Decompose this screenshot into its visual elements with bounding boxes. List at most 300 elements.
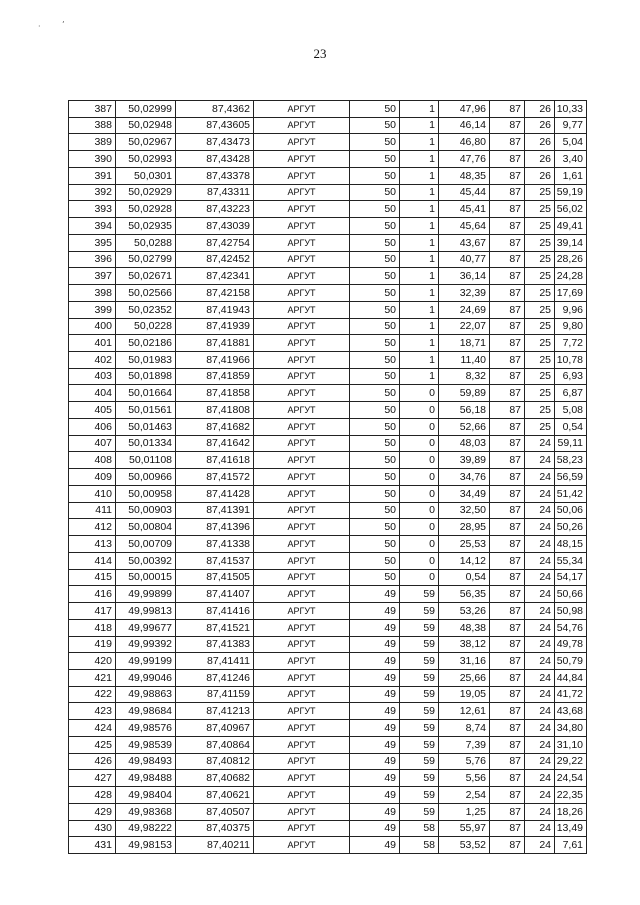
longitude-decimal-cell: 87,40864 xyxy=(176,736,254,753)
latitude-decimal-cell: 50,01463 xyxy=(116,418,176,435)
lon-degrees-cell: 87 xyxy=(490,619,525,636)
lat-seconds-cell: 53,26 xyxy=(439,603,490,620)
lon-seconds-cell: 29,22 xyxy=(555,753,587,770)
table-row xyxy=(69,469,587,486)
lat-seconds-cell: 5,76 xyxy=(439,753,490,770)
lat-seconds-cell: 8,32 xyxy=(439,368,490,385)
lat-minutes-cell: 59 xyxy=(400,703,439,720)
table-row xyxy=(69,603,587,620)
lon-minutes-cell: 25 xyxy=(525,402,555,419)
river-name-cell: АРГУТ xyxy=(254,603,350,620)
row-number-cell: 399 xyxy=(69,301,116,318)
lon-degrees-cell: 87 xyxy=(490,736,525,753)
lon-degrees-cell: 87 xyxy=(490,586,525,603)
lat-seconds-cell: 34,49 xyxy=(439,485,490,502)
table-row xyxy=(69,485,587,502)
lat-seconds-cell: 18,71 xyxy=(439,335,490,352)
lon-minutes-cell: 24 xyxy=(525,536,555,553)
longitude-decimal-cell: 87,41396 xyxy=(176,519,254,536)
lon-seconds-cell: 24,28 xyxy=(555,268,587,285)
river-name-cell: АРГУТ xyxy=(254,101,350,118)
lon-minutes-cell: 25 xyxy=(525,251,555,268)
lon-degrees-cell: 87 xyxy=(490,469,525,486)
table-row xyxy=(69,167,587,184)
lat-minutes-cell: 1 xyxy=(400,285,439,302)
lon-minutes-cell: 25 xyxy=(525,368,555,385)
coordinates-table xyxy=(68,100,587,854)
lat-seconds-cell: 52,66 xyxy=(439,418,490,435)
lat-degrees-cell: 50 xyxy=(350,569,400,586)
lat-seconds-cell: 0,54 xyxy=(439,569,490,586)
river-name-cell: АРГУТ xyxy=(254,452,350,469)
lon-seconds-cell: 24,54 xyxy=(555,770,587,787)
lat-seconds-cell: 45,64 xyxy=(439,218,490,235)
lat-degrees-cell: 49 xyxy=(350,820,400,837)
lon-minutes-cell: 24 xyxy=(525,569,555,586)
latitude-decimal-cell: 50,02929 xyxy=(116,184,176,201)
lon-degrees-cell: 87 xyxy=(490,335,525,352)
lon-degrees-cell: 87 xyxy=(490,301,525,318)
lat-minutes-cell: 1 xyxy=(400,184,439,201)
lon-minutes-cell: 25 xyxy=(525,184,555,201)
lat-seconds-cell: 34,76 xyxy=(439,469,490,486)
river-name-cell: АРГУТ xyxy=(254,653,350,670)
lat-seconds-cell: 22,07 xyxy=(439,318,490,335)
longitude-decimal-cell: 87,41338 xyxy=(176,536,254,553)
lon-minutes-cell: 24 xyxy=(525,619,555,636)
lat-minutes-cell: 58 xyxy=(400,820,439,837)
lat-seconds-cell: 48,35 xyxy=(439,167,490,184)
row-number-cell: 403 xyxy=(69,368,116,385)
longitude-decimal-cell: 87,41213 xyxy=(176,703,254,720)
lon-minutes-cell: 24 xyxy=(525,686,555,703)
row-number-cell: 393 xyxy=(69,201,116,218)
table-row xyxy=(69,803,587,820)
lat-degrees-cell: 50 xyxy=(350,134,400,151)
lon-degrees-cell: 87 xyxy=(490,117,525,134)
lon-degrees-cell: 87 xyxy=(490,101,525,118)
lat-minutes-cell: 59 xyxy=(400,753,439,770)
table-row xyxy=(69,536,587,553)
lat-minutes-cell: 1 xyxy=(400,167,439,184)
latitude-decimal-cell: 49,99046 xyxy=(116,669,176,686)
lat-seconds-cell: 14,12 xyxy=(439,552,490,569)
longitude-decimal-cell: 87,41391 xyxy=(176,502,254,519)
scan-speck: ʼ xyxy=(62,20,65,29)
latitude-decimal-cell: 50,02993 xyxy=(116,151,176,168)
row-number-cell: 394 xyxy=(69,218,116,235)
longitude-decimal-cell: 87,41246 xyxy=(176,669,254,686)
table-row xyxy=(69,117,587,134)
lat-degrees-cell: 50 xyxy=(350,201,400,218)
row-number-cell: 414 xyxy=(69,552,116,569)
lat-degrees-cell: 49 xyxy=(350,653,400,670)
lon-seconds-cell: 22,35 xyxy=(555,787,587,804)
longitude-decimal-cell: 87,42452 xyxy=(176,251,254,268)
longitude-decimal-cell: 87,40812 xyxy=(176,753,254,770)
lon-degrees-cell: 87 xyxy=(490,787,525,804)
river-name-cell: АРГУТ xyxy=(254,720,350,737)
river-name-cell: АРГУТ xyxy=(254,669,350,686)
lat-minutes-cell: 59 xyxy=(400,669,439,686)
lon-seconds-cell: 7,72 xyxy=(555,335,587,352)
lon-minutes-cell: 24 xyxy=(525,803,555,820)
row-number-cell: 430 xyxy=(69,820,116,837)
lon-seconds-cell: 1,61 xyxy=(555,167,587,184)
lon-seconds-cell: 10,33 xyxy=(555,101,587,118)
table-row xyxy=(69,184,587,201)
table-row xyxy=(69,151,587,168)
lon-seconds-cell: 59,19 xyxy=(555,184,587,201)
longitude-decimal-cell: 87,41881 xyxy=(176,335,254,352)
table-row xyxy=(69,301,587,318)
river-name-cell: АРГУТ xyxy=(254,636,350,653)
river-name-cell: АРГУТ xyxy=(254,368,350,385)
lon-minutes-cell: 24 xyxy=(525,586,555,603)
page-number: 23 xyxy=(313,46,327,61)
table-row xyxy=(69,770,587,787)
lon-degrees-cell: 87 xyxy=(490,820,525,837)
lat-seconds-cell: 8,74 xyxy=(439,720,490,737)
lat-minutes-cell: 1 xyxy=(400,218,439,235)
lat-seconds-cell: 7,39 xyxy=(439,736,490,753)
longitude-decimal-cell: 87,43428 xyxy=(176,151,254,168)
lat-minutes-cell: 59 xyxy=(400,787,439,804)
row-number-cell: 395 xyxy=(69,234,116,251)
lat-seconds-cell: 59,89 xyxy=(439,385,490,402)
row-number-cell: 388 xyxy=(69,117,116,134)
river-name-cell: АРГУТ xyxy=(254,485,350,502)
lon-degrees-cell: 87 xyxy=(490,452,525,469)
lat-seconds-cell: 28,95 xyxy=(439,519,490,536)
latitude-decimal-cell: 50,01664 xyxy=(116,385,176,402)
lat-minutes-cell: 59 xyxy=(400,770,439,787)
river-name-cell: АРГУТ xyxy=(254,435,350,452)
river-name-cell: АРГУТ xyxy=(254,285,350,302)
lat-degrees-cell: 49 xyxy=(350,837,400,854)
lon-minutes-cell: 24 xyxy=(525,452,555,469)
latitude-decimal-cell: 50,02566 xyxy=(116,285,176,302)
lon-seconds-cell: 0,54 xyxy=(555,418,587,435)
lon-seconds-cell: 50,26 xyxy=(555,519,587,536)
latitude-decimal-cell: 49,98493 xyxy=(116,753,176,770)
lat-seconds-cell: 56,18 xyxy=(439,402,490,419)
lon-degrees-cell: 87 xyxy=(490,218,525,235)
table-row xyxy=(69,435,587,452)
row-number-cell: 400 xyxy=(69,318,116,335)
table-row xyxy=(69,352,587,369)
river-name-cell: АРГУТ xyxy=(254,251,350,268)
lon-degrees-cell: 87 xyxy=(490,703,525,720)
lat-seconds-cell: 47,96 xyxy=(439,101,490,118)
table-row xyxy=(69,251,587,268)
longitude-decimal-cell: 87,42158 xyxy=(176,285,254,302)
lat-seconds-cell: 25,66 xyxy=(439,669,490,686)
row-number-cell: 412 xyxy=(69,519,116,536)
longitude-decimal-cell: 87,40682 xyxy=(176,770,254,787)
row-number-cell: 429 xyxy=(69,803,116,820)
longitude-decimal-cell: 87,41383 xyxy=(176,636,254,653)
lon-minutes-cell: 26 xyxy=(525,101,555,118)
longitude-decimal-cell: 87,43605 xyxy=(176,117,254,134)
lon-degrees-cell: 87 xyxy=(490,134,525,151)
lat-degrees-cell: 50 xyxy=(350,502,400,519)
table-row xyxy=(69,586,587,603)
river-name-cell: АРГУТ xyxy=(254,619,350,636)
lon-degrees-cell: 87 xyxy=(490,837,525,854)
longitude-decimal-cell: 87,40621 xyxy=(176,787,254,804)
lat-minutes-cell: 59 xyxy=(400,636,439,653)
row-number-cell: 417 xyxy=(69,603,116,620)
row-number-cell: 431 xyxy=(69,837,116,854)
lon-minutes-cell: 25 xyxy=(525,335,555,352)
lon-minutes-cell: 25 xyxy=(525,385,555,402)
table-row xyxy=(69,285,587,302)
latitude-decimal-cell: 50,02671 xyxy=(116,268,176,285)
row-number-cell: 408 xyxy=(69,452,116,469)
row-number-cell: 428 xyxy=(69,787,116,804)
lon-seconds-cell: 17,69 xyxy=(555,285,587,302)
lon-minutes-cell: 24 xyxy=(525,703,555,720)
river-name-cell: АРГУТ xyxy=(254,586,350,603)
lat-degrees-cell: 50 xyxy=(350,368,400,385)
lat-degrees-cell: 50 xyxy=(350,101,400,118)
lat-degrees-cell: 49 xyxy=(350,603,400,620)
lat-seconds-cell: 24,69 xyxy=(439,301,490,318)
longitude-decimal-cell: 87,43223 xyxy=(176,201,254,218)
lat-seconds-cell: 53,52 xyxy=(439,837,490,854)
lat-minutes-cell: 59 xyxy=(400,736,439,753)
lat-minutes-cell: 1 xyxy=(400,201,439,218)
river-name-cell: АРГУТ xyxy=(254,686,350,703)
lat-seconds-cell: 2,54 xyxy=(439,787,490,804)
latitude-decimal-cell: 50,00903 xyxy=(116,502,176,519)
river-name-cell: АРГУТ xyxy=(254,218,350,235)
lon-minutes-cell: 24 xyxy=(525,820,555,837)
table-row xyxy=(69,101,587,118)
river-name-cell: АРГУТ xyxy=(254,184,350,201)
row-number-cell: 401 xyxy=(69,335,116,352)
lat-degrees-cell: 49 xyxy=(350,753,400,770)
latitude-decimal-cell: 50,00709 xyxy=(116,536,176,553)
lat-degrees-cell: 50 xyxy=(350,485,400,502)
table-row xyxy=(69,402,587,419)
lon-minutes-cell: 25 xyxy=(525,268,555,285)
river-name-cell: АРГУТ xyxy=(254,134,350,151)
table-row xyxy=(69,753,587,770)
lat-seconds-cell: 32,50 xyxy=(439,502,490,519)
table-body xyxy=(69,101,587,854)
lon-seconds-cell: 48,15 xyxy=(555,536,587,553)
row-number-cell: 409 xyxy=(69,469,116,486)
table-row xyxy=(69,619,587,636)
table-row xyxy=(69,669,587,686)
lat-seconds-cell: 48,03 xyxy=(439,435,490,452)
lat-seconds-cell: 32,39 xyxy=(439,285,490,302)
lat-minutes-cell: 58 xyxy=(400,837,439,854)
lat-minutes-cell: 1 xyxy=(400,368,439,385)
table-row xyxy=(69,569,587,586)
row-number-cell: 390 xyxy=(69,151,116,168)
lon-minutes-cell: 25 xyxy=(525,218,555,235)
latitude-decimal-cell: 50,0301 xyxy=(116,167,176,184)
river-name-cell: АРГУТ xyxy=(254,335,350,352)
lat-seconds-cell: 46,14 xyxy=(439,117,490,134)
lat-degrees-cell: 49 xyxy=(350,703,400,720)
lon-minutes-cell: 25 xyxy=(525,201,555,218)
longitude-decimal-cell: 87,4362 xyxy=(176,101,254,118)
lon-minutes-cell: 24 xyxy=(525,435,555,452)
lat-minutes-cell: 59 xyxy=(400,586,439,603)
river-name-cell: АРГУТ xyxy=(254,234,350,251)
longitude-decimal-cell: 87,40211 xyxy=(176,837,254,854)
latitude-decimal-cell: 50,0288 xyxy=(116,234,176,251)
latitude-decimal-cell: 50,01898 xyxy=(116,368,176,385)
latitude-decimal-cell: 49,99392 xyxy=(116,636,176,653)
latitude-decimal-cell: 49,98368 xyxy=(116,803,176,820)
river-name-cell: АРГУТ xyxy=(254,569,350,586)
lon-seconds-cell: 51,42 xyxy=(555,485,587,502)
lat-degrees-cell: 50 xyxy=(350,418,400,435)
lon-minutes-cell: 24 xyxy=(525,519,555,536)
row-number-cell: 387 xyxy=(69,101,116,118)
lat-minutes-cell: 1 xyxy=(400,301,439,318)
lon-minutes-cell: 24 xyxy=(525,669,555,686)
lon-degrees-cell: 87 xyxy=(490,603,525,620)
lon-minutes-cell: 24 xyxy=(525,603,555,620)
lat-minutes-cell: 0 xyxy=(400,502,439,519)
river-name-cell: АРГУТ xyxy=(254,502,350,519)
longitude-decimal-cell: 87,40507 xyxy=(176,803,254,820)
lat-seconds-cell: 43,67 xyxy=(439,234,490,251)
lat-minutes-cell: 0 xyxy=(400,452,439,469)
latitude-decimal-cell: 50,01334 xyxy=(116,435,176,452)
longitude-decimal-cell: 87,41428 xyxy=(176,485,254,502)
latitude-decimal-cell: 50,02186 xyxy=(116,335,176,352)
lat-seconds-cell: 55,97 xyxy=(439,820,490,837)
river-name-cell: АРГУТ xyxy=(254,167,350,184)
latitude-decimal-cell: 49,98863 xyxy=(116,686,176,703)
latitude-decimal-cell: 49,98222 xyxy=(116,820,176,837)
lon-minutes-cell: 24 xyxy=(525,720,555,737)
longitude-decimal-cell: 87,43473 xyxy=(176,134,254,151)
longitude-decimal-cell: 87,42341 xyxy=(176,268,254,285)
lon-degrees-cell: 87 xyxy=(490,485,525,502)
latitude-decimal-cell: 49,98488 xyxy=(116,770,176,787)
river-name-cell: АРГУТ xyxy=(254,552,350,569)
lat-seconds-cell: 45,44 xyxy=(439,184,490,201)
lat-degrees-cell: 50 xyxy=(350,335,400,352)
lon-seconds-cell: 56,59 xyxy=(555,469,587,486)
lat-minutes-cell: 59 xyxy=(400,619,439,636)
lon-minutes-cell: 24 xyxy=(525,736,555,753)
lon-degrees-cell: 87 xyxy=(490,653,525,670)
lat-degrees-cell: 50 xyxy=(350,167,400,184)
lat-seconds-cell: 48,38 xyxy=(439,619,490,636)
lon-degrees-cell: 87 xyxy=(490,636,525,653)
row-number-cell: 419 xyxy=(69,636,116,653)
lon-seconds-cell: 18,26 xyxy=(555,803,587,820)
table-row xyxy=(69,820,587,837)
lat-minutes-cell: 0 xyxy=(400,536,439,553)
lat-minutes-cell: 1 xyxy=(400,268,439,285)
river-name-cell: АРГУТ xyxy=(254,787,350,804)
lat-seconds-cell: 1,25 xyxy=(439,803,490,820)
longitude-decimal-cell: 87,41618 xyxy=(176,452,254,469)
river-name-cell: АРГУТ xyxy=(254,469,350,486)
row-number-cell: 391 xyxy=(69,167,116,184)
table-row xyxy=(69,201,587,218)
lat-seconds-cell: 46,80 xyxy=(439,134,490,151)
table-row xyxy=(69,736,587,753)
lat-minutes-cell: 1 xyxy=(400,101,439,118)
lat-minutes-cell: 0 xyxy=(400,469,439,486)
lon-degrees-cell: 87 xyxy=(490,234,525,251)
row-number-cell: 410 xyxy=(69,485,116,502)
lat-minutes-cell: 59 xyxy=(400,603,439,620)
lon-degrees-cell: 87 xyxy=(490,686,525,703)
lon-seconds-cell: 56,02 xyxy=(555,201,587,218)
latitude-decimal-cell: 50,00958 xyxy=(116,485,176,502)
lat-degrees-cell: 50 xyxy=(350,318,400,335)
river-name-cell: АРГУТ xyxy=(254,352,350,369)
lat-minutes-cell: 0 xyxy=(400,418,439,435)
longitude-decimal-cell: 87,42754 xyxy=(176,234,254,251)
lon-degrees-cell: 87 xyxy=(490,569,525,586)
lat-degrees-cell: 49 xyxy=(350,787,400,804)
scan-speck: · xyxy=(38,22,41,31)
table-row xyxy=(69,653,587,670)
lon-degrees-cell: 87 xyxy=(490,268,525,285)
lon-seconds-cell: 44,84 xyxy=(555,669,587,686)
river-name-cell: АРГУТ xyxy=(254,318,350,335)
latitude-decimal-cell: 50,00966 xyxy=(116,469,176,486)
longitude-decimal-cell: 87,41943 xyxy=(176,301,254,318)
row-number-cell: 411 xyxy=(69,502,116,519)
lat-degrees-cell: 50 xyxy=(350,385,400,402)
lat-minutes-cell: 1 xyxy=(400,352,439,369)
table-row xyxy=(69,318,587,335)
longitude-decimal-cell: 87,41411 xyxy=(176,653,254,670)
lon-degrees-cell: 87 xyxy=(490,385,525,402)
lon-seconds-cell: 9,96 xyxy=(555,301,587,318)
table-row xyxy=(69,234,587,251)
lon-seconds-cell: 54,76 xyxy=(555,619,587,636)
lat-degrees-cell: 49 xyxy=(350,736,400,753)
table-row xyxy=(69,335,587,352)
lon-seconds-cell: 49,41 xyxy=(555,218,587,235)
lon-seconds-cell: 50,98 xyxy=(555,603,587,620)
lat-minutes-cell: 1 xyxy=(400,117,439,134)
lat-minutes-cell: 1 xyxy=(400,251,439,268)
lat-degrees-cell: 50 xyxy=(350,452,400,469)
lat-seconds-cell: 40,77 xyxy=(439,251,490,268)
lon-seconds-cell: 34,80 xyxy=(555,720,587,737)
lon-minutes-cell: 26 xyxy=(525,151,555,168)
lon-seconds-cell: 9,77 xyxy=(555,117,587,134)
lat-degrees-cell: 50 xyxy=(350,218,400,235)
row-number-cell: 407 xyxy=(69,435,116,452)
longitude-decimal-cell: 87,43378 xyxy=(176,167,254,184)
lat-degrees-cell: 50 xyxy=(350,536,400,553)
lat-degrees-cell: 50 xyxy=(350,402,400,419)
lon-seconds-cell: 43,68 xyxy=(555,703,587,720)
lat-seconds-cell: 56,35 xyxy=(439,586,490,603)
table-row xyxy=(69,385,587,402)
longitude-decimal-cell: 87,40375 xyxy=(176,820,254,837)
lon-seconds-cell: 5,04 xyxy=(555,134,587,151)
lon-degrees-cell: 87 xyxy=(490,151,525,168)
